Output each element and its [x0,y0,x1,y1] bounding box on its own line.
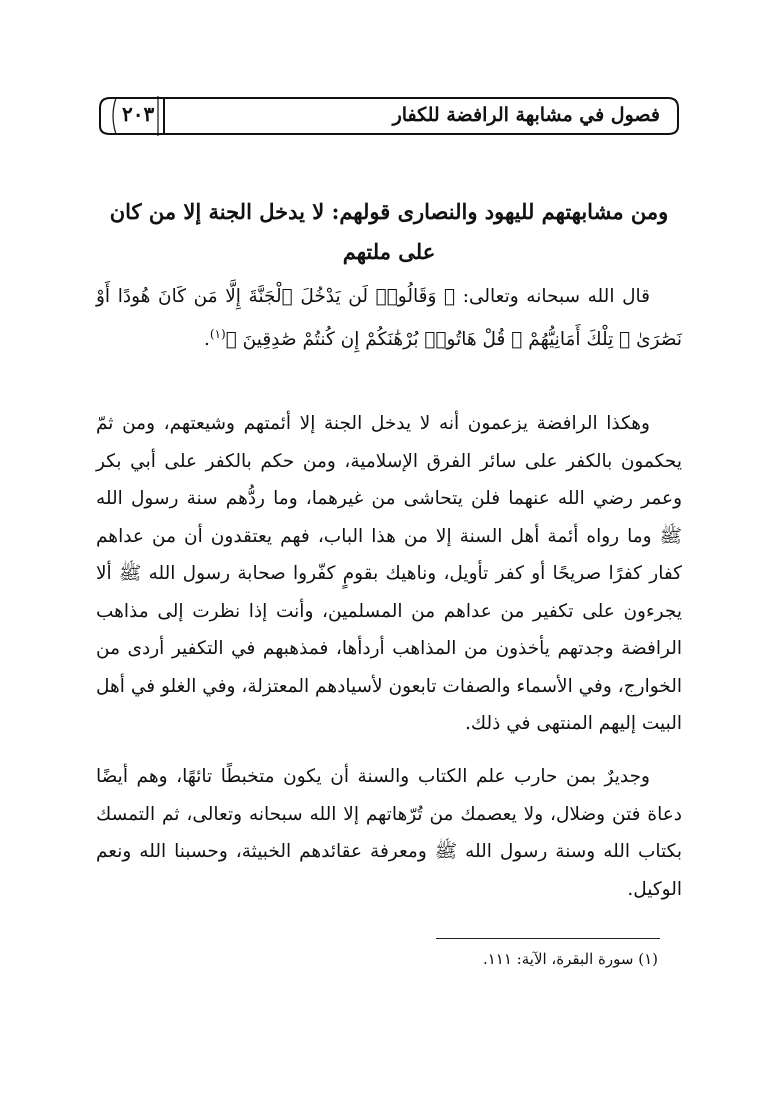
paragraph-3: وجديرٌ بمن حارب علم الكتاب والسنة أن يكون متخبطًا تائهًا، وهم أيضًا دعاة فتن وضلال، ولا يعصمك من تُرّهاتهم إلا الله سبحانه وتعالى، ثم التمسك بكتاب الله وسنة رسول الله ﷺ ومعرفة عقائدهم الخبيثة، وحسبنا الله ونعم الوكيل. [96,766,682,900]
paragraph-2: وهكذا الرافضة يزعمون أنه لا يدخل الجنة إلا أئمتهم وشيعتهم، ومن ثمّ يحكمون بالكفر على سائر الفرق الإسلامية، ومن حكم بالكفر على أبي بكر وعمر رضي الله عنهما فلن يتحاشى من غيرهما، وما ردُّهم سنة رسول الله ﷺ وما رواه أئمة أهل السنة إلا من هذا الباب، فهم يعتقدون أن من عداهم كفار كفرًا صريحًا أو كفر تأويل، وناهيك بقومٍ كفّروا صحابة رسول الله ﷺ ألا يجرءون على تكفير من عداهم من المسلمين، وأنت إذا نظرت إلى مذاهب الرافضة وجدتهم يأخذون من المذاهب أردأها، فمذهبهم في التكفير أردى من الخوارج، وفي الأسماء والصفات تابعون لأسيادهم المعتزلة، وفي الغلو في أهل البيت إليهم المنتهى في ذلك. [96,413,682,734]
footnote: (١) سورة البقرة، الآية: ١١١. [482,950,658,968]
section-heading: ومن مشابهتهم لليهود والنصارى قولهم: لا يدخل الجنة إلا من كان على ملتهم [109,199,669,264]
paragraph-1-text: قال الله سبحانه وتعالى: ﴿ وَقَالُوا۟ لَن يَدْخُلَ ٱلْجَنَّةَ إِلَّا مَن كَانَ هُودًا أَوْ نَصَٰرَىٰ ۗ تِلْكَ أَمَانِيُّهُمْ ۗ قُلْ هَاتُوا۟ بُرْهَٰنَكُمْ إِن كُنتُمْ صَٰدِقِينَ ﴾ [96,286,682,350]
footnote-divider [436,938,660,939]
paragraph-1 [96,278,682,358]
paragraph-1-end: . [203,328,210,350]
footnote-marker: (١) [209,326,226,341]
page-header [96,96,680,136]
header-title: فصول في مشابهة الرافضة للكفار [392,104,660,126]
page-number: ٢٠٣ [122,102,155,126]
